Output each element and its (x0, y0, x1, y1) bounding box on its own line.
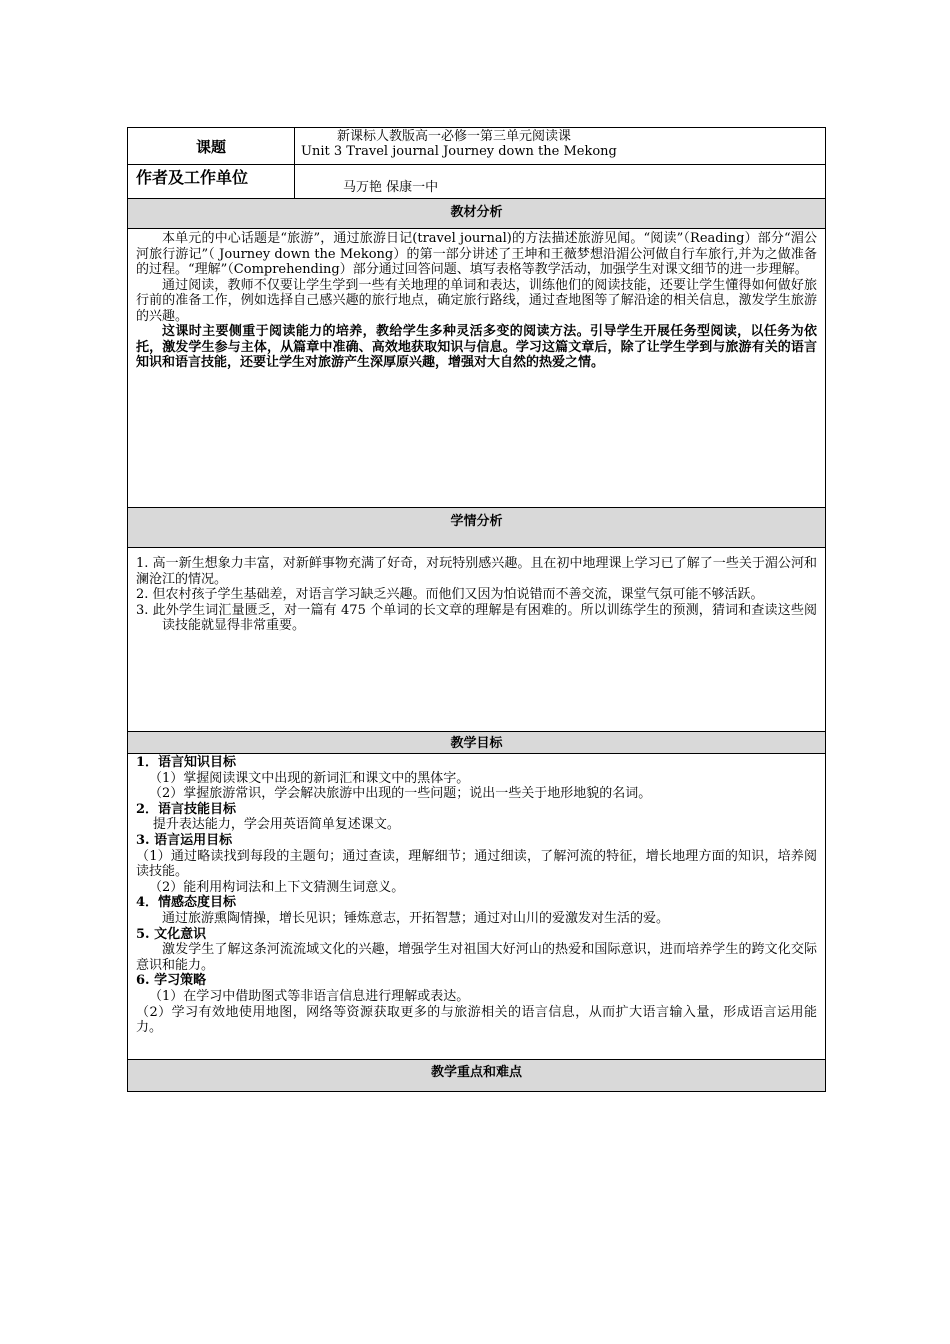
objective-item: （1）通过略读找到每段的主题句；通过查读，理解细节；通过细读，了解河流的特征，增长地理方面的知识，培养阅读技能。 (136, 848, 817, 880)
student-analysis-item: 3. 此外学生词汇量匮乏，对一篇有 475 个单词的长文章的理解是有困难的。所以训练学生的预测，猜词和查读这些阅读技能就显得非常重要。 (136, 602, 817, 633)
textbook-analysis-p2: 通过阅读，教师不仅要让学生学到一些有关地理的单词和表达，训练他们的阅读技能，还要让学生懂得如何做好旅行前的准备工作，例如选择自己感兴趣的旅行地点，确定旅行路线，通过查地图等了解沿途的相关信息，激发学生旅游的兴趣。 (136, 277, 817, 324)
lesson-plan-table (127, 127, 826, 1092)
topic-row (128, 128, 826, 165)
student-analysis-header-row (128, 508, 826, 548)
key-points-header-row (128, 1060, 826, 1092)
objective-item: 通过旅游熏陶情操，增长见识；锤炼意志，开拓智慧；通过对山川的爱激发对生活的爱。 (162, 910, 670, 926)
objective-item: （2）能利用构词法和上下文猜测生词意义。 (149, 879, 405, 895)
author-label: 作者及工作单位 (128, 165, 295, 199)
objective-section-title: 6. 学习策略 (136, 973, 207, 989)
objectives-row (128, 754, 826, 1060)
objectives-heading: 教学目标 (128, 732, 826, 754)
textbook-analysis-body (128, 229, 826, 508)
objective-item: （1）掌握阅读课文中出现的新词汇和课文中的黑体字。 (149, 770, 470, 786)
textbook-analysis-heading: 教材分析 (128, 199, 826, 229)
objective-section-title: 5. 文化意识 (136, 926, 207, 942)
textbook-analysis-header-row (128, 199, 826, 229)
author-value: 马万艳 保康一中 (295, 165, 826, 199)
textbook-analysis-row (128, 229, 826, 508)
student-analysis-heading: 学情分析 (128, 508, 826, 548)
objective-item: （2）学习有效地使用地图，网络等资源获取更多的与旅游相关的语言信息，从而扩大语言输入量，形成语言运用能力。 (136, 1004, 817, 1036)
topic-line1: 新课标人教版高一必修一第三单元阅读课 (337, 129, 572, 144)
student-analysis-body (128, 548, 826, 732)
student-analysis-row (128, 548, 826, 732)
topic-label: 课题 (128, 128, 295, 165)
topic-line2: Unit 3 Travel journal Journey down the Mekong (301, 144, 617, 159)
topic-value (295, 128, 826, 165)
objective-section-title: 3. 语言运用目标 (136, 832, 233, 848)
student-analysis-item: 1. 高一新生想象力丰富，对新鲜事物充满了好奇，对玩特别感兴趣。且在初中地理课上学习已了解了一些关于湄公河和澜沧江的情况。 (136, 556, 817, 587)
objective-section-title: 4．情感态度目标 (136, 895, 237, 911)
author-row (128, 165, 826, 199)
objective-section-title: 1．语言知识目标 (136, 755, 237, 770)
key-points-heading: 教学重点和难点 (128, 1060, 826, 1092)
textbook-analysis-p3: 这课时主要侧重于阅读能力的培养，教给学生多种灵活多变的阅读方法。引导学生开展任务型阅读，以任务为依托，激发学生参与主体，从篇章中准确、高效地获取知识与信息。学习这篇文章后，除了让学生学到与旅游有关的语言知识和语言技能，还要让学生对旅游产生深厚原兴趣，增强对大自然的热爱之情。 (136, 324, 817, 370)
student-analysis-item: 2. 但农村孩子学生基础差，对语言学习缺乏兴趣。而他们又因为怕说错而不善交流，课堂气氛可能不够活跃。 (136, 587, 764, 602)
objective-item: （2）掌握旅游常识，学会解决旅游中出现的一些问题；说出一些关于地形地貌的名词。 (149, 786, 652, 802)
objectives-body (128, 754, 826, 1060)
textbook-analysis-p1: 本单元的中心话题是“旅游”，通过旅游日记(travel journal)的方法描述旅游见闻。“阅读”（Reading）部分“湄公河旅行游记”（ Journey down the Mekong）的第一部分讲述了王坤和王薇梦想沿湄公河做自行车旅行,并为之做准备的过程。“理解”（Comprehending）部分通过回答问题、填写表格等教学活动，加强学生对课文细节的进一步理解。 (136, 231, 817, 277)
objectives-header-row (128, 732, 826, 754)
objective-item: （1）在学习中借助图式等非语言信息进行理解或表达。 (149, 988, 470, 1004)
objective-item: 提升表达能力，学会用英语简单复述课文。 (152, 817, 400, 833)
objective-section-title: 2．语言技能目标 (136, 801, 237, 817)
objective-item: 激发学生了解这条河流流域文化的兴趣，增强学生对祖国大好河山的热爱和国际意识，进而培养学生的跨文化交际意识和能力。 (136, 942, 817, 973)
